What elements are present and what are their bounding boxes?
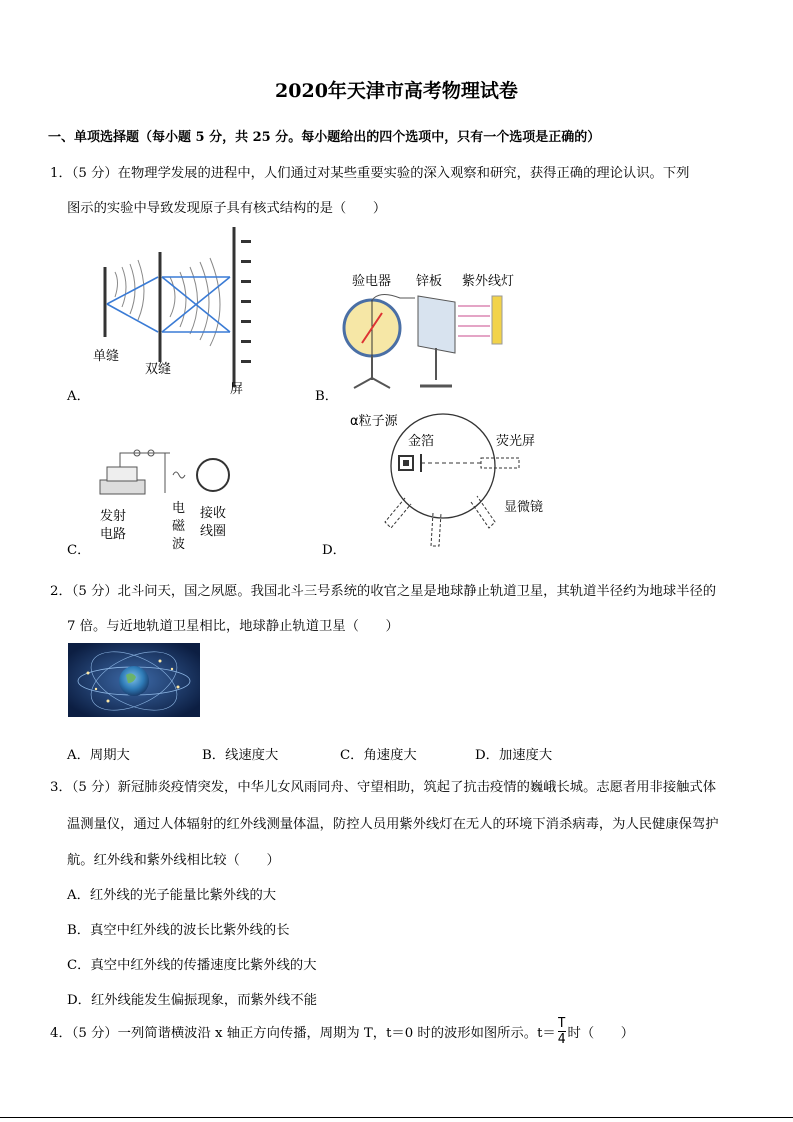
figure-b-label-uv-lamp: 紫外线灯	[462, 274, 515, 289]
q4-fraction-numerator: T	[557, 1016, 566, 1031]
q4-stem-line1	[50, 1016, 634, 1047]
q2-option-b[interactable]: B．线速度大	[202, 748, 279, 763]
q3-option-d[interactable]: D．红外线能发生偏振现象，而紫外线不能	[67, 993, 318, 1008]
q2-option-c[interactable]: C．角速度大	[340, 748, 417, 763]
figure-a-label-screen: 屏	[230, 382, 244, 397]
figure-c-label-recv2: 线圈	[200, 524, 227, 539]
section-heading: 一、单项选择题（每小题 5 分，共 25 分。每小题给出的四个选项中，只有一个选项是正确的）	[48, 130, 601, 145]
q3-option-b[interactable]: B．真空中红外线的波长比紫外线的长	[67, 923, 290, 938]
q1-stem-line2: 图示的实验中导致发现原子具有核式结构的是（ ）	[67, 201, 387, 216]
figure-b-label-zinc-plate: 锌板	[416, 274, 443, 289]
figure-b-label-electroscope: 验电器	[352, 274, 392, 289]
q1-stem-line1: 1．（5 分）在物理学发展的进程中，人们通过对某些重要实验的深入观察和研究，获得正确的理论认识。下列	[50, 166, 690, 181]
figure-c-label-transmit2: 电路	[100, 527, 127, 542]
q2-stem-line2: 7 倍。与近地轨道卫星相比，地球静止轨道卫星（ ）	[67, 619, 399, 634]
figure-a-double-slit	[90, 222, 270, 392]
figure-c-option-label: C．	[67, 543, 91, 558]
figure-d-option-label: D．	[322, 543, 346, 558]
q4-fraction	[558, 1016, 566, 1047]
figure-b-option-label: B．	[315, 389, 339, 404]
figure-c-em-wave	[95, 445, 245, 505]
figure-d-rutherford	[375, 410, 525, 550]
q3-option-a[interactable]: A．红外线的光子能量比紫外线的大	[67, 888, 277, 903]
figure-d-label-alpha-source: α粒子源	[350, 414, 398, 429]
figure-d-label-microscope: 显微镜	[504, 500, 544, 515]
figure-c-label-em1: 电	[172, 501, 186, 516]
page-footer-rule	[0, 1117, 793, 1118]
q4-stem-text: 4．（5 分）一列简谐横波沿 x 轴正方向传播，周期为 T，t＝0 时的波形如图所示。t＝	[50, 1026, 556, 1041]
figure-b-photoelectric	[340, 288, 530, 393]
figure-d-label-gold-foil: 金箔	[408, 434, 435, 449]
beidou-satellite-image	[68, 643, 200, 717]
figure-a-label-double-slit: 双缝	[145, 362, 172, 377]
figure-c-label-em3: 波	[172, 537, 186, 552]
page-title: 2020年天津市高考物理试卷	[275, 80, 518, 102]
q2-stem-line1: 2．（5 分）北斗问天，国之夙愿。我国北斗三号系统的收官之星是地球静止轨道卫星，其轨道半径约为地球半径的	[50, 584, 717, 599]
q2-option-a[interactable]: A．周期大	[67, 748, 130, 763]
q3-stem-line2: 温测量仪，通过人体辐射的红外线测量体温，防控人员用紫外线灯在无人的环境下消杀病毒，为人民健康保驾护	[67, 817, 719, 832]
q3-stem-line1: 3．（5 分）新冠肺炎疫情突发，中华儿女风雨同舟、守望相助，筑起了抗击疫情的巍峨长城。志愿者用非接触式体	[50, 780, 717, 795]
figure-c-label-recv1: 接收	[200, 506, 227, 521]
figure-c-label-em2: 磁	[172, 519, 186, 534]
q4-stem-tail: 时（ ）	[567, 1026, 635, 1041]
figure-d-label-fluorescent: 荧光屏	[496, 434, 536, 449]
figure-a-option-label: A．	[67, 389, 90, 404]
figure-c-label-transmit1: 发射	[100, 509, 127, 524]
q2-option-d[interactable]: D．加速度大	[475, 748, 553, 763]
q4-fraction-denominator: 4	[557, 1032, 566, 1047]
q3-stem-line3: 航。红外线和紫外线相比较（ ）	[67, 853, 280, 868]
q3-option-c[interactable]: C．真空中红外线的传播速度比紫外线的大	[67, 958, 317, 973]
figure-a-label-single-slit: 单缝	[93, 349, 120, 364]
